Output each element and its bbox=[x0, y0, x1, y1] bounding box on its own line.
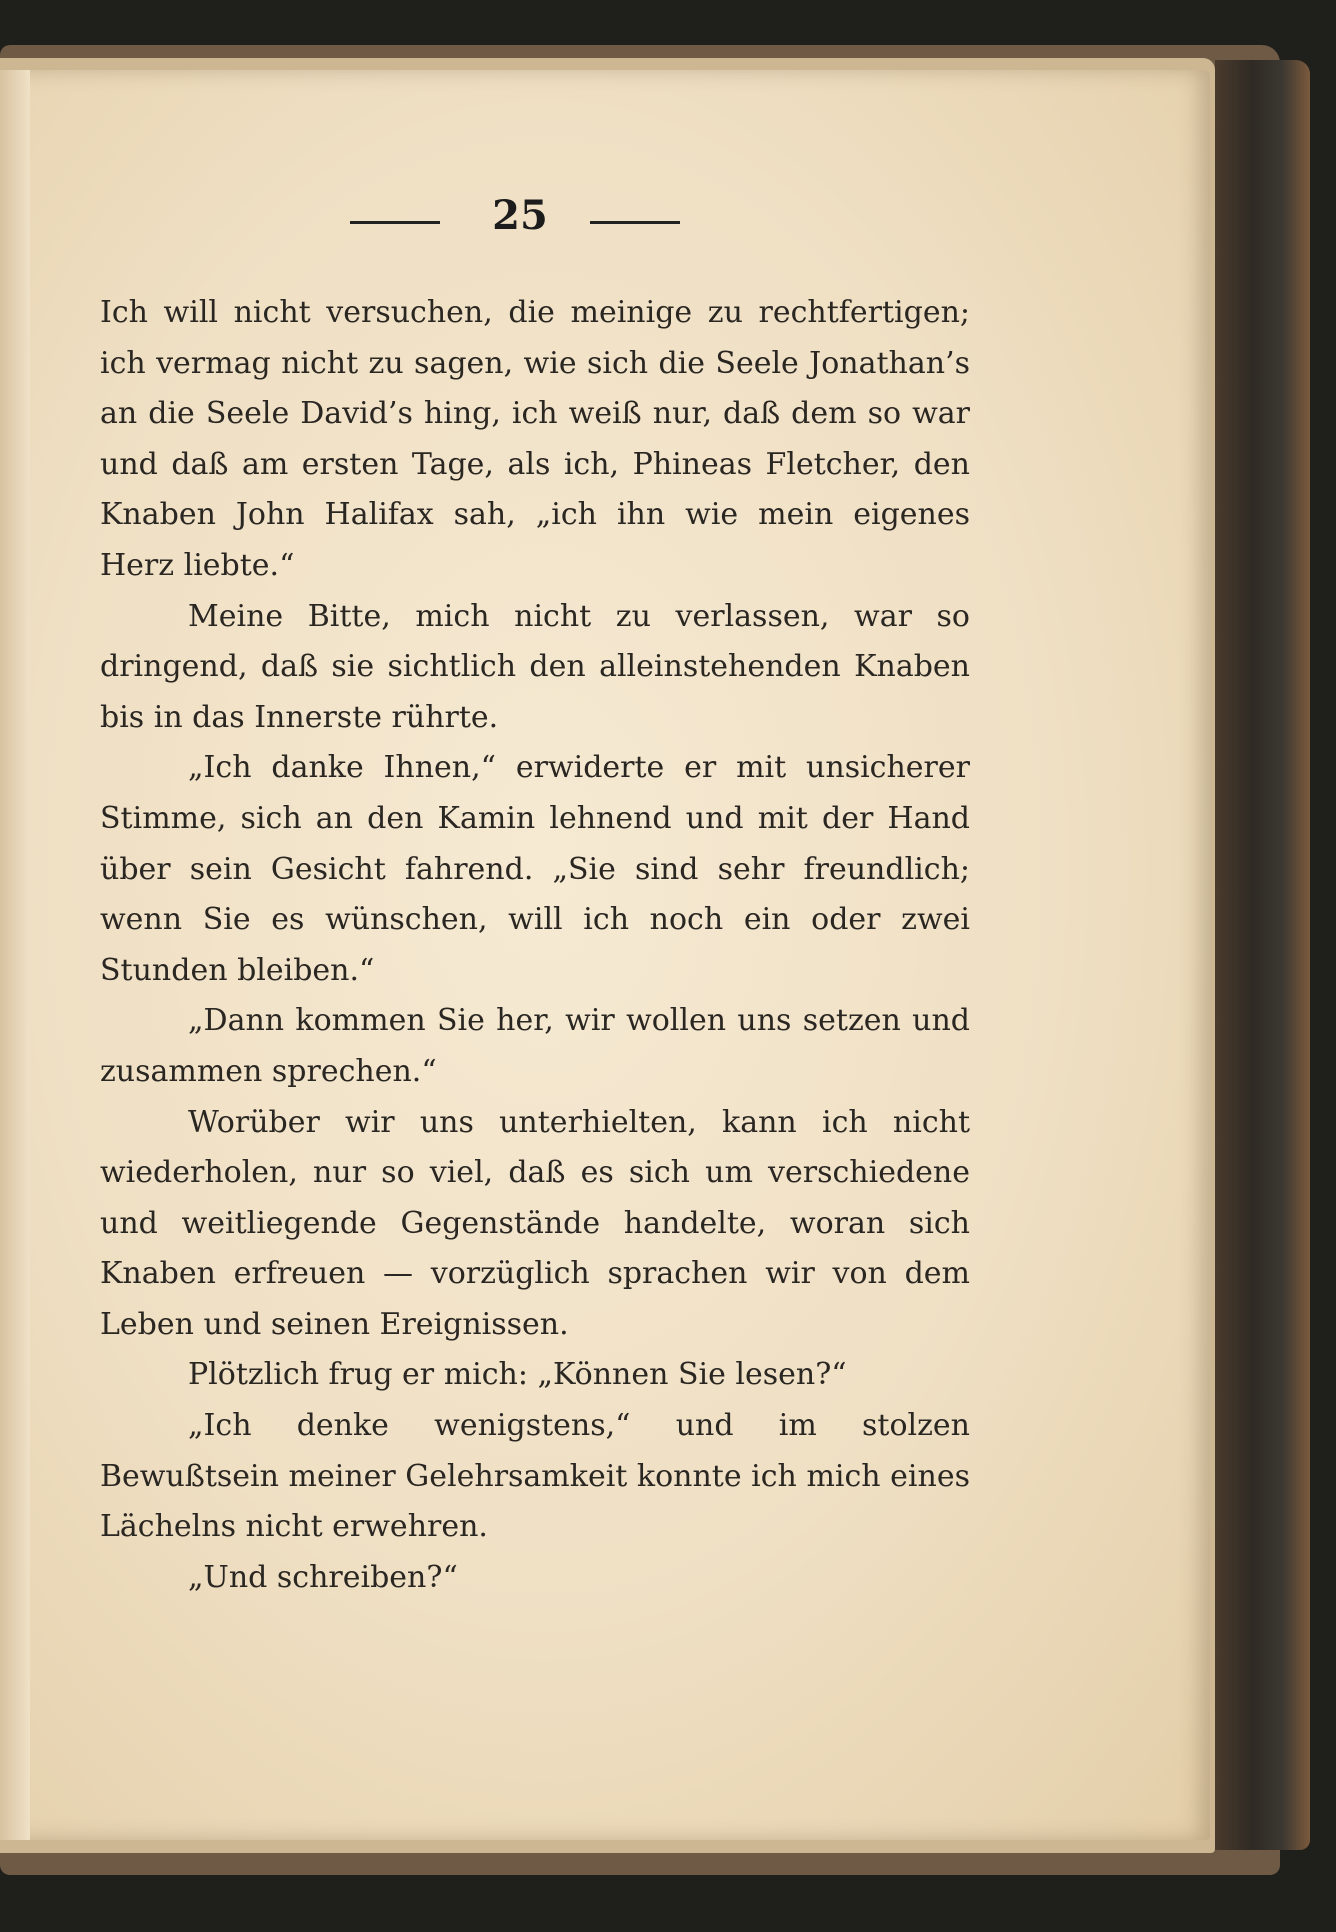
paragraph-2: Meine Bitte, mich nicht zu verlassen, war so dringend, daß sie sichtlich den alleinstehenden Knaben bis in das Innerste rührte. bbox=[100, 598, 970, 735]
page-body bbox=[100, 288, 970, 1603]
book-cover-right bbox=[1215, 60, 1310, 1850]
header-rule-left bbox=[350, 221, 440, 224]
page-gutter bbox=[0, 70, 30, 1840]
header-rule-right bbox=[590, 221, 680, 224]
paragraph-8: „Und schreiben?“ bbox=[188, 1559, 458, 1595]
paragraph-1: Ich will nicht versuchen, die meinige zu rechtfertigen; ich vermag nicht zu sagen, wie sich die Seele Jonathan’s an die Seele David’s hing, ich weiß nur, daß dem so war und daß am ersten Tage, als ich, Phineas Fletcher, den Knaben John Halifax sah, „ich ihn wie mein eigenes Herz liebte.“ bbox=[100, 295, 970, 583]
paragraph-4: „Dann kommen Sie her, wir wollen uns setzen und zusammen sprechen.“ bbox=[100, 1003, 970, 1089]
paragraph-7: „Ich denke wenigstens,“ und im stolzen Bewußtsein meiner Gelehrsamkeit konnte ich mich eines Lächelns nicht erwehren. bbox=[100, 1408, 970, 1545]
page-header bbox=[0, 192, 1180, 252]
page-number: 25 bbox=[492, 192, 548, 239]
paragraph-5: Worüber wir uns unterhielten, kann ich nicht wiederholen, nur so viel, daß es sich um verschiedene und weitliegende Gegenstände handelte, woran sich Knaben erfreuen — vorzüglich sprachen wir von dem Leben und seinen Ereignissen. bbox=[100, 1104, 970, 1342]
paragraph-6: Plötzlich frug er mich: „Können Sie lesen?“ bbox=[188, 1357, 847, 1393]
paragraph-3: „Ich danke Ihnen,“ erwiderte er mit unsicherer Stimme, sich an den Kamin lehnend und mit der Hand über sein Gesicht fahrend. „Sie sind sehr freundlich; wenn Sie es wünschen, will ich noch ein oder zwei Stunden bleiben.“ bbox=[100, 750, 970, 988]
